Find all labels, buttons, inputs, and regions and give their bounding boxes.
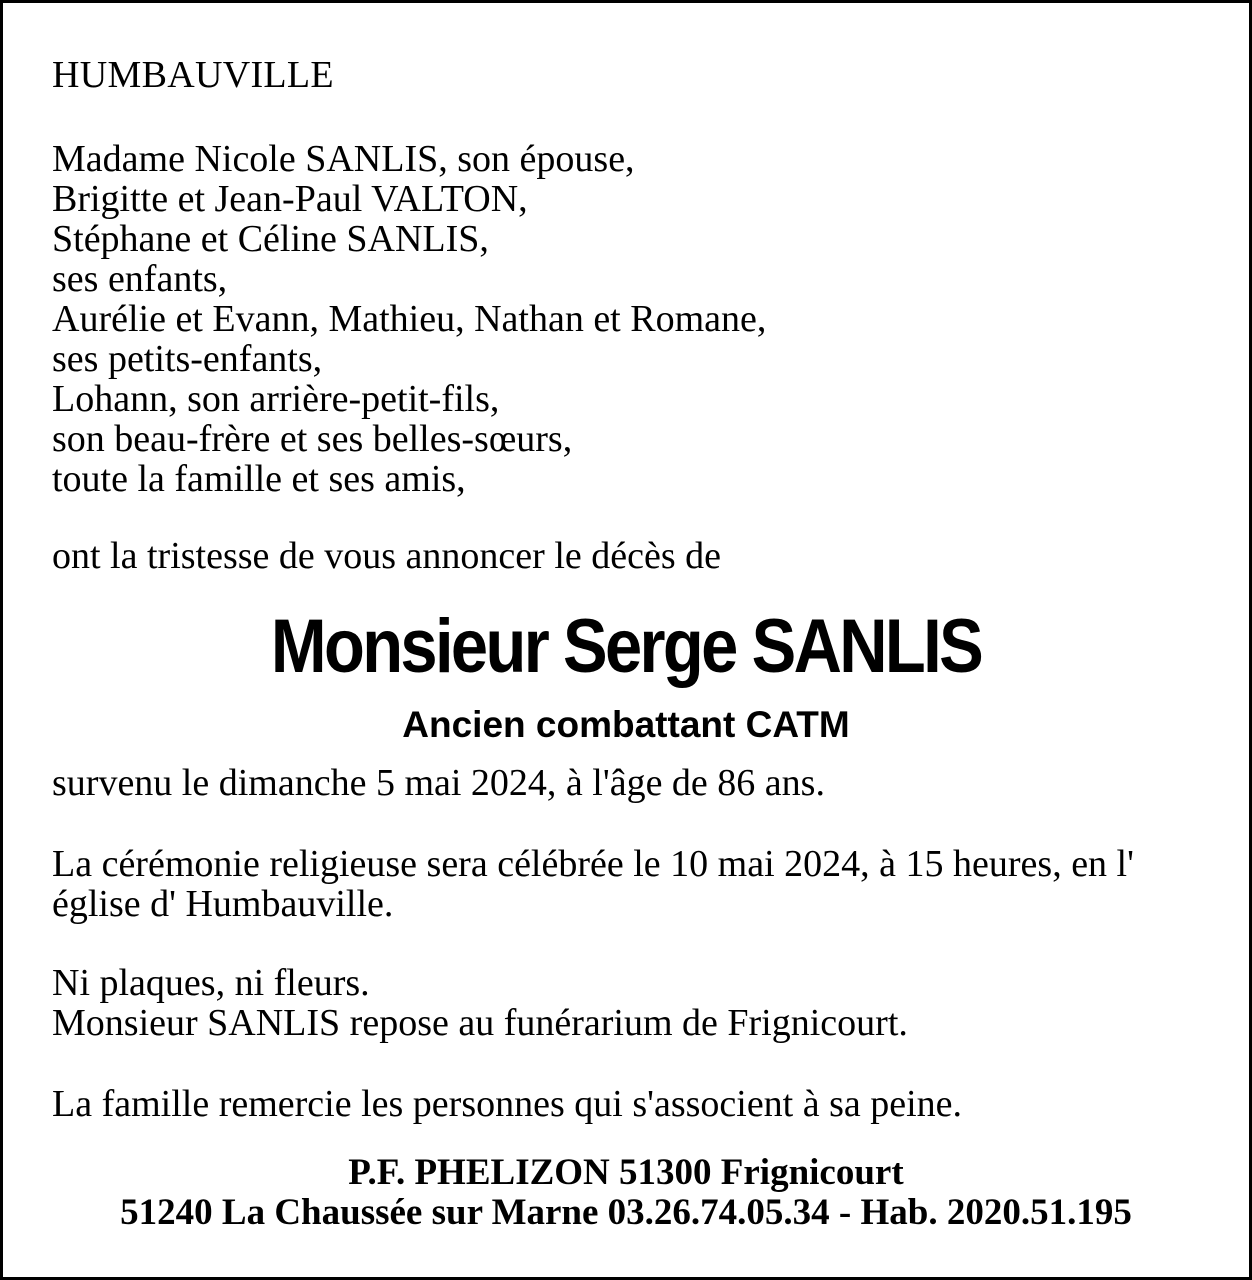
deceased-name: Monsieur Serge SANLIS (270, 604, 982, 689)
family-line: Brigitte et Jean-Paul VALTON, (52, 178, 528, 220)
wishes-line: Monsieur SANLIS repose au funérarium de Frignicourt. (52, 1002, 908, 1044)
family-list (52, 139, 766, 499)
wishes-list (52, 963, 908, 1043)
family-line: son beau-frère et ses belles-sœurs, (52, 418, 573, 460)
wishes-line: Ni plaques, ni fleurs. (52, 962, 370, 1004)
ceremony-text: La cérémonie religieuse sera célébrée le 10 mai 2024, à 15 heures, en l' église d' Humbauville. (52, 843, 1134, 925)
funeral-home-address: 51240 La Chaussée sur Marne 03.26.74.05.34 - Hab. 2020.51.195 (120, 1192, 1132, 1233)
family-line: Stéphane et Céline SANLIS, (52, 218, 489, 260)
family-line: Aurélie et Evann, Mathieu, Nathan et Romane, (52, 298, 767, 340)
funeral-home-name: P.F. PHELIZON 51300 Frignicourt (348, 1152, 904, 1193)
family-line: Lohann, son arrière-petit-fils, (52, 378, 500, 420)
announcement-intro: ont la tristesse de vous annoncer le décès de (52, 535, 721, 577)
family-line: Madame Nicole SANLIS, son épouse, (52, 138, 635, 180)
deceased-title: Ancien combattant CATM (402, 704, 850, 745)
death-date-text: survenu le dimanche 5 mai 2024, à l'âge de 86 ans. (52, 762, 825, 804)
funeral-home-footer (3, 1153, 1249, 1233)
family-line: toute la famille et ses amis, (52, 458, 466, 500)
place-heading: HUMBAUVILLE (52, 54, 334, 96)
thanks-text: La famille remercie les personnes qui s'associent à sa peine. (52, 1083, 963, 1125)
family-line: ses petits-enfants, (52, 338, 323, 380)
family-line: ses enfants, (52, 258, 228, 300)
